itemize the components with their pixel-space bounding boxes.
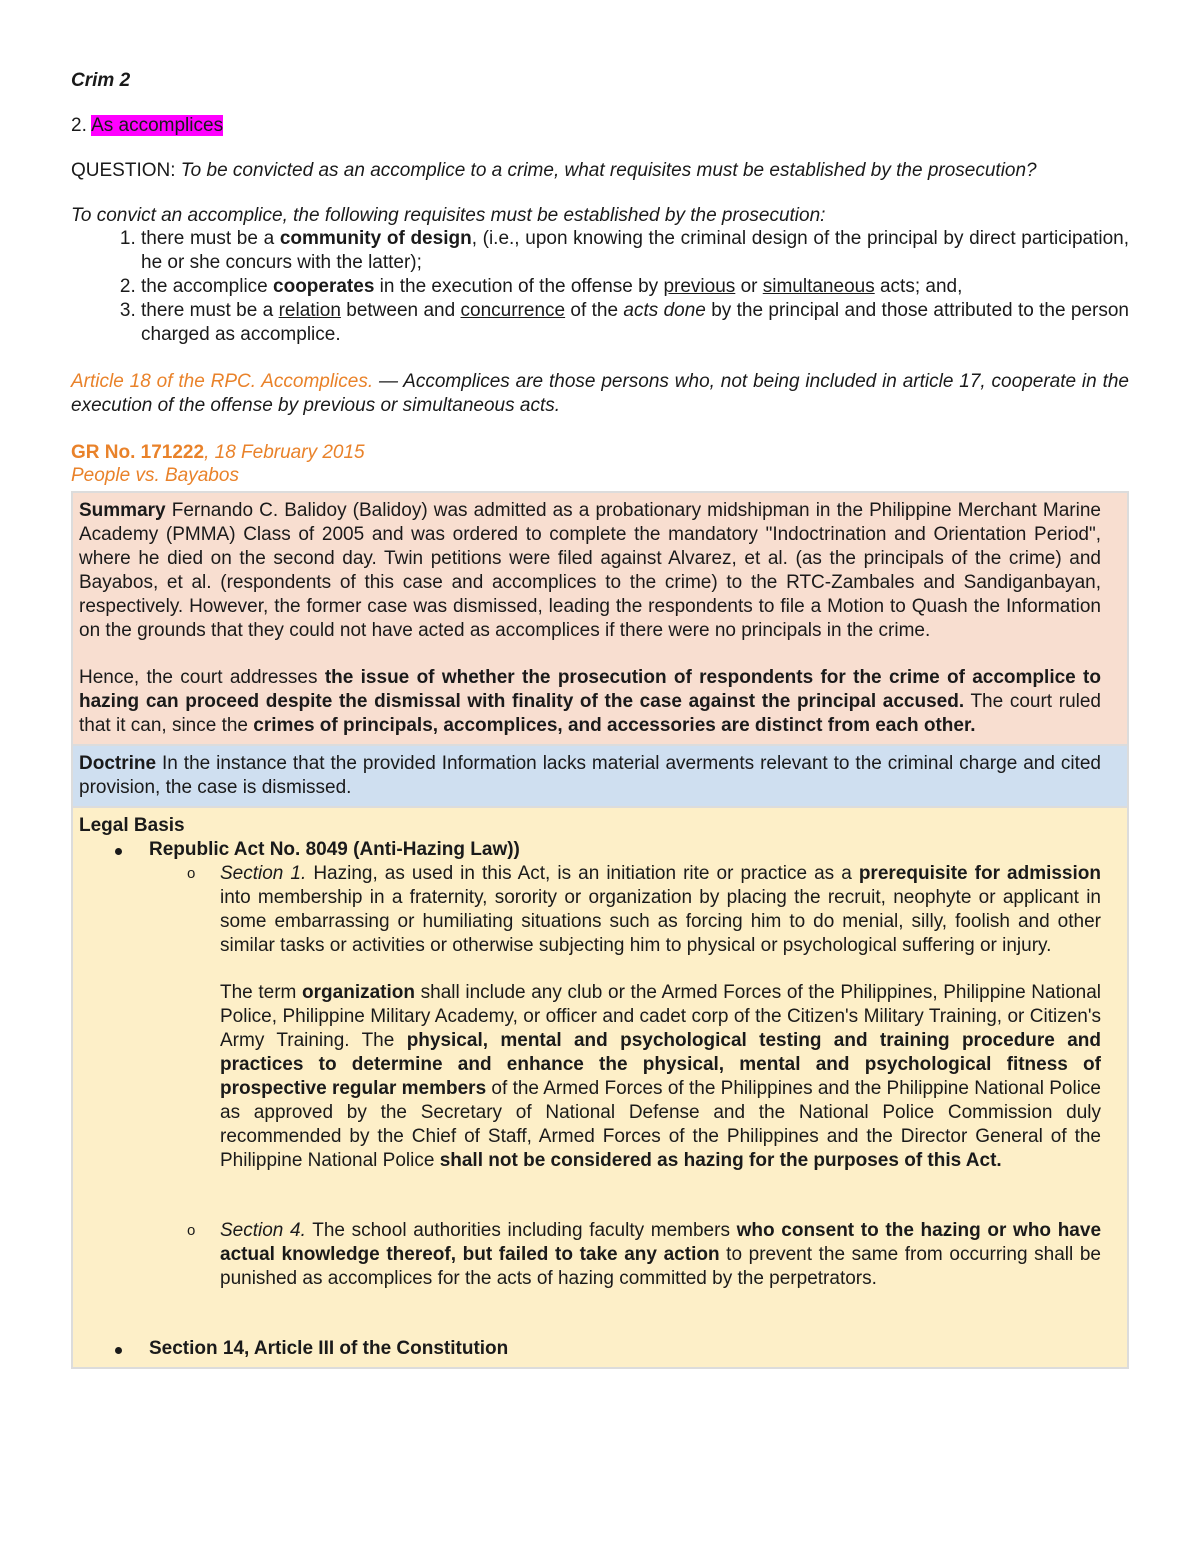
case-name: People vs. Bayabos	[71, 465, 239, 486]
doctrine-cell	[73, 746, 1127, 808]
section-heading-highlight: As accomplices	[91, 115, 224, 136]
legal-basis-cell	[73, 808, 1127, 1367]
constitution-bullet	[79, 1337, 1101, 1361]
question-text: To be convicted as an accomplice to a crime, what requisites must be established by the prosecution?	[180, 160, 1037, 181]
list-item: 1. there must be a community of design, (i.e., upon knowing the criminal design of the principal by direct participation, he or she concurs with the latter);	[141, 227, 1129, 275]
document-title: Crim 2	[71, 70, 131, 91]
doctrine-label: Doctrine	[79, 753, 157, 774]
section-4-item: o Section 4. The school authorities including faculty members who consent to the hazing or who have actual knowledge thereof, but failed to take any action to prevent the same from occurring shall be punished as accomplices for the acts of hazing committed by the perpetrators.	[187, 1220, 1102, 1289]
document-content	[71, 70, 1129, 1369]
requisites-list	[71, 227, 1129, 347]
circle-bullet-icon: o	[187, 1222, 196, 1239]
section-heading	[71, 115, 1129, 137]
case-digest-table	[71, 491, 1129, 1369]
question-paragraph	[71, 160, 1129, 182]
doctrine-text: In the instance that the provided Information lacks material averments relevant to the criminal charge and cited provision, the case is dismissed.	[79, 753, 1101, 798]
summary-ruling: Hence, the court addresses the issue of whether the prosecution of respondents for the crime of accomplice to hazing can proceed despite the dismissal with finality of the case against the principal accused. The court ruled that it can, since the crimes of principals, accomplices, and accessories are distinct from each other.	[79, 667, 1101, 736]
summary-label: Summary	[79, 500, 166, 521]
summary-text: Fernando C. Balidoy (Balidoy) was admitted as a probationary midshipman in the Philippine Merchant Marine Academy (PMMA) Class of 2005 and was ordered to complete the mandatory "Indoctrination and Orientation Period", where he died on the second day. Twin petitions were filed against Alvarez, et al. (as the principals of the crime) and Bayabos, et al. (respondents of this case and accomplices to the crime) to the RTC-Zambales and Sandiganbayan, respectively. However, the former case was dismissed, leading the respondents to file a Motion to Quash the Information on the grounds that they could not have acted as accomplices if there were no principals in the crime.	[79, 500, 1101, 641]
bullet-dot-icon	[115, 848, 122, 855]
gr-number: GR No. 171222	[71, 442, 205, 463]
circle-bullet-icon: o	[187, 865, 196, 882]
article-18-paragraph	[71, 370, 1129, 418]
law-bullet	[79, 838, 1101, 862]
article-label: Article 18 of the RPC. Accomplices.	[71, 371, 374, 392]
question-label: QUESTION:	[71, 160, 181, 181]
section-1-item: o Section 1. Hazing, as used in this Act, is an initiation rite or practice as a prerequisite for admission into membership in a fraternity, sorority or organization by placing the recruit, neophyte or applicant in some embarrassing or humiliating situations such as forcing him to do menial, silly, foolish and other similar tasks or activities or otherwise subjecting him to physical or psychological suffering or injury. The term organization shall include any club or the Armed Forces of the Philippines, Philippine National Police, Philippine Military Academy, or officer and cadet corp of the Citizen's Military Training, or Citizen's Army Training. The physical, mental and psychological testing and training procedure and practices to determine and enhance the physical, mental and psychological fitness of prospective regular members of the Armed Forces of the Philippines and the Philippine National Police as approved by the Secretary of National Defense and the National Police Commission duly recommended by the Chief of Staff, Armed Forces of the Philippines and the Director General of the Philippine National Police shall not be considered as hazing for the purposes of this Act.	[187, 863, 1102, 1171]
case-heading	[71, 441, 1129, 487]
list-item: 2. the accomplice cooperates in the execution of the offense by previous or simultaneous acts; and,	[141, 275, 1129, 299]
bullet-dot-icon	[115, 1347, 122, 1354]
law-title: Republic Act No. 8049 (Anti-Hazing Law))	[149, 839, 520, 860]
summary-cell	[73, 493, 1127, 746]
list-item: 3. there must be a relation between and concurrence of the acts done by the principal and those attributed to the person charged as accomplice.	[141, 299, 1129, 347]
constitution-title: Section 14, Article III of the Constitution	[149, 1338, 509, 1359]
organization-paragraph: The term organization shall include any club or the Armed Forces of the Philippines, Philippine National Police, Philippine Military Academy, or officer and cadet corp of the Citizen's Military Training, or Citizen's Army Training. The physical, mental and psychological testing and training procedure and practices to determine and enhance the physical, mental and psychological fitness of prospective regular members of the Armed Forces of the Philippines and the Philippine National Police as approved by the Secretary of National Defense and the National Police Commission duly recommended by the Chief of Staff, Armed Forces of the Philippines and the Director General of the Philippine National Police shall not be considered as hazing for the purposes of this Act.	[220, 982, 1102, 1171]
case-date: , 18 February 2015	[204, 442, 365, 463]
requisites-intro: To convict an accomplice, the following requisites must be established by the prosecution:	[71, 205, 826, 226]
legal-basis-label: Legal Basis	[79, 815, 185, 836]
section-number: 2.	[71, 115, 92, 136]
article-text: — Accomplices are those persons who, not being included in article 17, cooperate in the execution of the offense by previous or simultaneous acts.	[71, 371, 1129, 416]
